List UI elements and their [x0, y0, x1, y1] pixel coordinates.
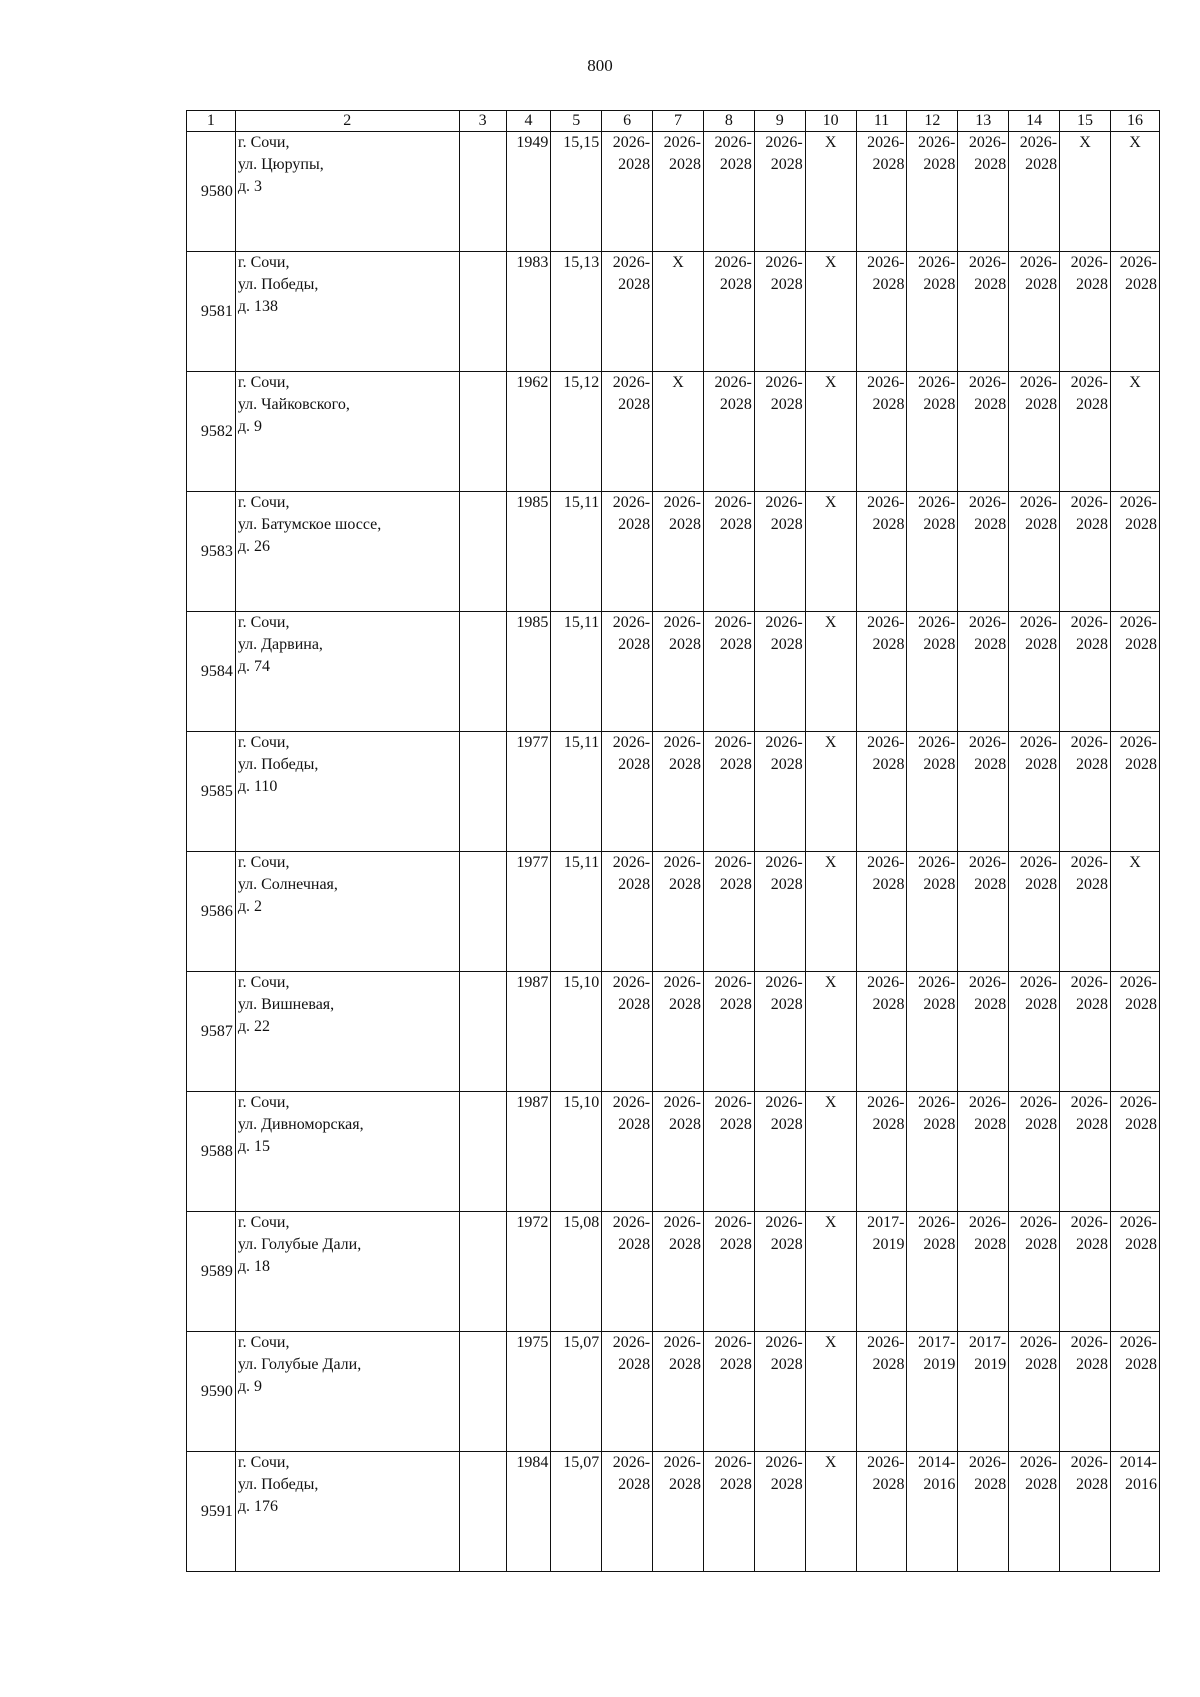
table-row [187, 852, 1160, 972]
address-street: ул. Победы, [237, 1476, 319, 1493]
column-header-6: 6 [602, 111, 653, 132]
period-cell-col-14: 2026- 2028 [1009, 492, 1060, 612]
period-cell-col-14: 2026- 2028 [1009, 852, 1060, 972]
period-cell-col-13: 2026- 2028 [958, 612, 1009, 732]
year-cell: 1983 [506, 252, 551, 372]
period-cell-col-16: 2026- 2028 [1110, 1212, 1159, 1332]
year-cell: 1987 [506, 1092, 551, 1212]
period-cell-col-12: 2014- 2016 [907, 1452, 958, 1572]
period-cell-col-10: X [805, 612, 856, 732]
period-cell-col-13: 2026- 2028 [958, 732, 1009, 852]
address-cell [235, 1092, 459, 1212]
period-cell-col-10: X [805, 132, 856, 252]
address-cell [235, 732, 459, 852]
address-cell [235, 612, 459, 732]
table-row [187, 1092, 1160, 1212]
column-header-16: 16 [1110, 111, 1159, 132]
period-cell-col-14: 2026- 2028 [1009, 972, 1060, 1092]
period-cell-col-15: 2026- 2028 [1060, 612, 1111, 732]
empty-cell [459, 1332, 506, 1452]
period-cell-col-11: 2026- 2028 [856, 852, 907, 972]
period-cell-col-8: 2026- 2028 [703, 972, 754, 1092]
period-cell-col-13: 2026- 2028 [958, 492, 1009, 612]
period-cell-col-8: 2026- 2028 [703, 252, 754, 372]
period-cell-col-14: 2026- 2028 [1009, 252, 1060, 372]
period-cell-col-12: 2026- 2028 [907, 372, 958, 492]
column-header-12: 12 [907, 111, 958, 132]
period-cell-col-7: 2026- 2028 [653, 1332, 704, 1452]
column-header-8: 8 [703, 111, 754, 132]
period-cell-col-10: X [805, 972, 856, 1092]
period-cell-col-9: 2026- 2028 [754, 252, 805, 372]
empty-cell [459, 852, 506, 972]
value-cell: 15,11 [551, 732, 602, 852]
period-cell-col-14: 2026- 2028 [1009, 612, 1060, 732]
address-city: г. Сочи, [237, 494, 290, 511]
column-header-4: 4 [506, 111, 551, 132]
period-cell-col-16: X [1110, 132, 1159, 252]
period-cell-col-16: X [1110, 372, 1159, 492]
period-cell-col-11: 2026- 2028 [856, 1332, 907, 1452]
period-cell-col-6: 2026- 2028 [602, 1452, 653, 1572]
period-cell-col-9: 2026- 2028 [754, 372, 805, 492]
period-cell-col-13: 2026- 2028 [958, 1452, 1009, 1572]
period-cell-col-7: X [653, 372, 704, 492]
period-cell-col-13: 2026- 2028 [958, 252, 1009, 372]
address-city: г. Сочи, [237, 134, 290, 151]
column-header-11: 11 [856, 111, 907, 132]
period-cell-col-9: 2026- 2028 [754, 732, 805, 852]
empty-cell [459, 1092, 506, 1212]
period-cell-col-16: 2026- 2028 [1110, 492, 1159, 612]
address-cell [235, 1452, 459, 1572]
address-street: ул. Дарвина, [237, 636, 323, 653]
period-cell-col-15: 2026- 2028 [1060, 492, 1111, 612]
value-cell: 15,10 [551, 972, 602, 1092]
row-number: 9580 [187, 132, 236, 252]
period-cell-col-9: 2026- 2028 [754, 492, 805, 612]
value-cell: 15,11 [551, 852, 602, 972]
period-cell-col-16: 2026- 2028 [1110, 612, 1159, 732]
address-city: г. Сочи, [237, 1454, 290, 1471]
period-cell-col-8: 2026- 2028 [703, 732, 754, 852]
address-cell [235, 252, 459, 372]
empty-cell [459, 1212, 506, 1332]
period-cell-col-6: 2026- 2028 [602, 492, 653, 612]
row-number: 9581 [187, 252, 236, 372]
row-number: 9589 [187, 1212, 236, 1332]
period-cell-col-15: 2026- 2028 [1060, 1092, 1111, 1212]
address-street: ул. Солнечная, [237, 876, 338, 893]
period-cell-col-16: 2026- 2028 [1110, 252, 1159, 372]
header-row [187, 111, 1160, 132]
table-row [187, 732, 1160, 852]
row-number: 9591 [187, 1452, 236, 1572]
year-cell: 1977 [506, 732, 551, 852]
column-header-10: 10 [805, 111, 856, 132]
period-cell-col-11: 2026- 2028 [856, 612, 907, 732]
address-city: г. Сочи, [237, 254, 290, 271]
address-city: г. Сочи, [237, 614, 290, 631]
period-cell-col-11: 2026- 2028 [856, 492, 907, 612]
address-city: г. Сочи, [237, 374, 290, 391]
period-cell-col-9: 2026- 2028 [754, 1212, 805, 1332]
period-cell-col-10: X [805, 732, 856, 852]
address-city: г. Сочи, [237, 854, 290, 871]
period-cell-col-6: 2026- 2028 [602, 252, 653, 372]
value-cell: 15,08 [551, 1212, 602, 1332]
period-cell-col-14: 2026- 2028 [1009, 132, 1060, 252]
period-cell-col-6: 2026- 2028 [602, 132, 653, 252]
period-cell-col-15: 2026- 2028 [1060, 1212, 1111, 1332]
period-cell-col-7: 2026- 2028 [653, 132, 704, 252]
period-cell-col-15: 2026- 2028 [1060, 1452, 1111, 1572]
address-house: д. 15 [237, 1138, 270, 1155]
period-cell-col-14: 2026- 2028 [1009, 372, 1060, 492]
period-cell-col-12: 2026- 2028 [907, 852, 958, 972]
period-cell-col-6: 2026- 2028 [602, 852, 653, 972]
period-cell-col-6: 2026- 2028 [602, 972, 653, 1092]
column-header-14: 14 [1009, 111, 1060, 132]
period-cell-col-7: X [653, 252, 704, 372]
period-cell-col-12: 2026- 2028 [907, 252, 958, 372]
empty-cell [459, 732, 506, 852]
address-street: ул. Цюрупы, [237, 156, 324, 173]
period-cell-col-16: 2014- 2016 [1110, 1452, 1159, 1572]
column-header-3: 3 [459, 111, 506, 132]
address-city: г. Сочи, [237, 974, 290, 991]
period-cell-col-15: 2026- 2028 [1060, 852, 1111, 972]
row-number: 9584 [187, 612, 236, 732]
value-cell: 15,10 [551, 1092, 602, 1212]
period-cell-col-8: 2026- 2028 [703, 372, 754, 492]
address-street: ул. Дивноморская, [237, 1116, 364, 1133]
address-cell [235, 372, 459, 492]
address-house: д. 110 [237, 778, 278, 795]
period-cell-col-10: X [805, 1452, 856, 1572]
period-cell-col-13: 2026- 2028 [958, 1092, 1009, 1212]
period-cell-col-9: 2026- 2028 [754, 132, 805, 252]
value-cell: 15,11 [551, 492, 602, 612]
period-cell-col-7: 2026- 2028 [653, 1092, 704, 1212]
empty-cell [459, 492, 506, 612]
year-cell: 1987 [506, 972, 551, 1092]
period-cell-col-10: X [805, 372, 856, 492]
table-row [187, 1332, 1160, 1452]
year-cell: 1972 [506, 1212, 551, 1332]
period-cell-col-10: X [805, 1092, 856, 1212]
table-row [187, 132, 1160, 252]
period-cell-col-7: 2026- 2028 [653, 732, 704, 852]
period-cell-col-11: 2026- 2028 [856, 1452, 907, 1572]
column-header-13: 13 [958, 111, 1009, 132]
period-cell-col-10: X [805, 1332, 856, 1452]
period-cell-col-15: 2026- 2028 [1060, 732, 1111, 852]
period-cell-col-6: 2026- 2028 [602, 612, 653, 732]
row-number: 9590 [187, 1332, 236, 1452]
period-cell-col-7: 2026- 2028 [653, 852, 704, 972]
table-row [187, 252, 1160, 372]
value-cell: 15,15 [551, 132, 602, 252]
table-row [187, 972, 1160, 1092]
table-row [187, 1452, 1160, 1572]
period-cell-col-11: 2026- 2028 [856, 972, 907, 1092]
page-number: 800 [587, 56, 613, 75]
address-cell [235, 492, 459, 612]
year-cell: 1977 [506, 852, 551, 972]
address-cell [235, 1212, 459, 1332]
register-table [186, 110, 1160, 1572]
address-city: г. Сочи, [237, 1214, 290, 1231]
period-cell-col-16: 2026- 2028 [1110, 972, 1159, 1092]
period-cell-col-8: 2026- 2028 [703, 1212, 754, 1332]
address-street: ул. Чайковского, [237, 396, 350, 413]
period-cell-col-12: 2026- 2028 [907, 972, 958, 1092]
address-house: д. 74 [237, 658, 270, 675]
address-city: г. Сочи, [237, 1334, 290, 1351]
period-cell-col-11: 2017- 2019 [856, 1212, 907, 1332]
address-house: д. 138 [237, 298, 278, 315]
table-body [187, 132, 1160, 1572]
address-house: д. 26 [237, 538, 270, 555]
period-cell-col-15: X [1060, 132, 1111, 252]
period-cell-col-14: 2026- 2028 [1009, 1332, 1060, 1452]
period-cell-col-8: 2026- 2028 [703, 612, 754, 732]
period-cell-col-12: 2017- 2019 [907, 1332, 958, 1452]
period-cell-col-12: 2026- 2028 [907, 1212, 958, 1332]
period-cell-col-11: 2026- 2028 [856, 372, 907, 492]
column-header-15: 15 [1060, 111, 1111, 132]
address-cell [235, 972, 459, 1092]
period-cell-col-6: 2026- 2028 [602, 1212, 653, 1332]
year-cell: 1962 [506, 372, 551, 492]
value-cell: 15,07 [551, 1332, 602, 1452]
period-cell-col-13: 2017- 2019 [958, 1332, 1009, 1452]
period-cell-col-12: 2026- 2028 [907, 1092, 958, 1212]
address-street: ул. Голубые Дали, [237, 1236, 362, 1253]
address-street: ул. Победы, [237, 756, 319, 773]
address-house: д. 2 [237, 898, 262, 915]
address-city: г. Сочи, [237, 1094, 290, 1111]
period-cell-col-9: 2026- 2028 [754, 612, 805, 732]
period-cell-col-8: 2026- 2028 [703, 1332, 754, 1452]
year-cell: 1985 [506, 612, 551, 732]
value-cell: 15,12 [551, 372, 602, 492]
value-cell: 15,13 [551, 252, 602, 372]
row-number: 9588 [187, 1092, 236, 1212]
period-cell-col-7: 2026- 2028 [653, 1212, 704, 1332]
period-cell-col-13: 2026- 2028 [958, 972, 1009, 1092]
row-number: 9587 [187, 972, 236, 1092]
address-cell [235, 132, 459, 252]
period-cell-col-14: 2026- 2028 [1009, 1092, 1060, 1212]
period-cell-col-12: 2026- 2028 [907, 612, 958, 732]
period-cell-col-10: X [805, 492, 856, 612]
address-street: ул. Голубые Дали, [237, 1356, 362, 1373]
address-street: ул. Победы, [237, 276, 319, 293]
period-cell-col-8: 2026- 2028 [703, 1452, 754, 1572]
period-cell-col-16: 2026- 2028 [1110, 732, 1159, 852]
period-cell-col-11: 2026- 2028 [856, 132, 907, 252]
period-cell-col-6: 2026- 2028 [602, 1092, 653, 1212]
period-cell-col-15: 2026- 2028 [1060, 372, 1111, 492]
period-cell-col-10: X [805, 252, 856, 372]
period-cell-col-7: 2026- 2028 [653, 612, 704, 732]
column-header-1: 1 [187, 111, 236, 132]
empty-cell [459, 252, 506, 372]
period-cell-col-16: 2026- 2028 [1110, 1092, 1159, 1212]
address-house: д. 9 [237, 418, 262, 435]
period-cell-col-6: 2026- 2028 [602, 732, 653, 852]
period-cell-col-15: 2026- 2028 [1060, 1332, 1111, 1452]
period-cell-col-9: 2026- 2028 [754, 1332, 805, 1452]
row-number: 9586 [187, 852, 236, 972]
address-cell [235, 1332, 459, 1452]
column-header-2: 2 [235, 111, 459, 132]
table-row [187, 372, 1160, 492]
period-cell-col-14: 2026- 2028 [1009, 1452, 1060, 1572]
address-house: д. 9 [237, 1378, 262, 1395]
empty-cell [459, 612, 506, 732]
period-cell-col-15: 2026- 2028 [1060, 252, 1111, 372]
address-house: д. 18 [237, 1258, 270, 1275]
address-house: д. 3 [237, 178, 262, 195]
period-cell-col-11: 2026- 2028 [856, 732, 907, 852]
period-cell-col-8: 2026- 2028 [703, 852, 754, 972]
period-cell-col-10: X [805, 1212, 856, 1332]
value-cell: 15,11 [551, 612, 602, 732]
period-cell-col-10: X [805, 852, 856, 972]
period-cell-col-13: 2026- 2028 [958, 1212, 1009, 1332]
row-number: 9583 [187, 492, 236, 612]
period-cell-col-6: 2026- 2028 [602, 1332, 653, 1452]
period-cell-col-13: 2026- 2028 [958, 372, 1009, 492]
period-cell-col-13: 2026- 2028 [958, 852, 1009, 972]
period-cell-col-12: 2026- 2028 [907, 132, 958, 252]
column-header-9: 9 [754, 111, 805, 132]
empty-cell [459, 372, 506, 492]
column-header-7: 7 [653, 111, 704, 132]
period-cell-col-8: 2026- 2028 [703, 132, 754, 252]
table-row [187, 1212, 1160, 1332]
address-house: д. 22 [237, 1018, 270, 1035]
period-cell-col-13: 2026- 2028 [958, 132, 1009, 252]
period-cell-col-16: X [1110, 852, 1159, 972]
empty-cell [459, 1452, 506, 1572]
period-cell-col-14: 2026- 2028 [1009, 732, 1060, 852]
period-cell-col-9: 2026- 2028 [754, 852, 805, 972]
row-number: 9582 [187, 372, 236, 492]
period-cell-col-7: 2026- 2028 [653, 972, 704, 1092]
address-street: ул. Вишневая, [237, 996, 335, 1013]
year-cell: 1949 [506, 132, 551, 252]
year-cell: 1975 [506, 1332, 551, 1452]
period-cell-col-14: 2026- 2028 [1009, 1212, 1060, 1332]
table-row [187, 492, 1160, 612]
period-cell-col-9: 2026- 2028 [754, 1092, 805, 1212]
year-cell: 1984 [506, 1452, 551, 1572]
period-cell-col-11: 2026- 2028 [856, 252, 907, 372]
column-header-5: 5 [551, 111, 602, 132]
address-house: д. 176 [237, 1498, 278, 1515]
period-cell-col-15: 2026- 2028 [1060, 972, 1111, 1092]
period-cell-col-7: 2026- 2028 [653, 1452, 704, 1572]
period-cell-col-6: 2026- 2028 [602, 372, 653, 492]
row-number: 9585 [187, 732, 236, 852]
period-cell-col-8: 2026- 2028 [703, 1092, 754, 1212]
address-street: ул. Батумское шоссе, [237, 516, 382, 533]
period-cell-col-9: 2026- 2028 [754, 1452, 805, 1572]
year-cell: 1985 [506, 492, 551, 612]
table-header [187, 111, 1160, 132]
value-cell: 15,07 [551, 1452, 602, 1572]
period-cell-col-16: 2026- 2028 [1110, 1332, 1159, 1452]
table-row [187, 612, 1160, 732]
period-cell-col-8: 2026- 2028 [703, 492, 754, 612]
period-cell-col-12: 2026- 2028 [907, 492, 958, 612]
address-city: г. Сочи, [237, 734, 290, 751]
empty-cell [459, 132, 506, 252]
address-cell [235, 852, 459, 972]
period-cell-col-11: 2026- 2028 [856, 1092, 907, 1212]
empty-cell [459, 972, 506, 1092]
period-cell-col-7: 2026- 2028 [653, 492, 704, 612]
period-cell-col-9: 2026- 2028 [754, 972, 805, 1092]
period-cell-col-12: 2026- 2028 [907, 732, 958, 852]
